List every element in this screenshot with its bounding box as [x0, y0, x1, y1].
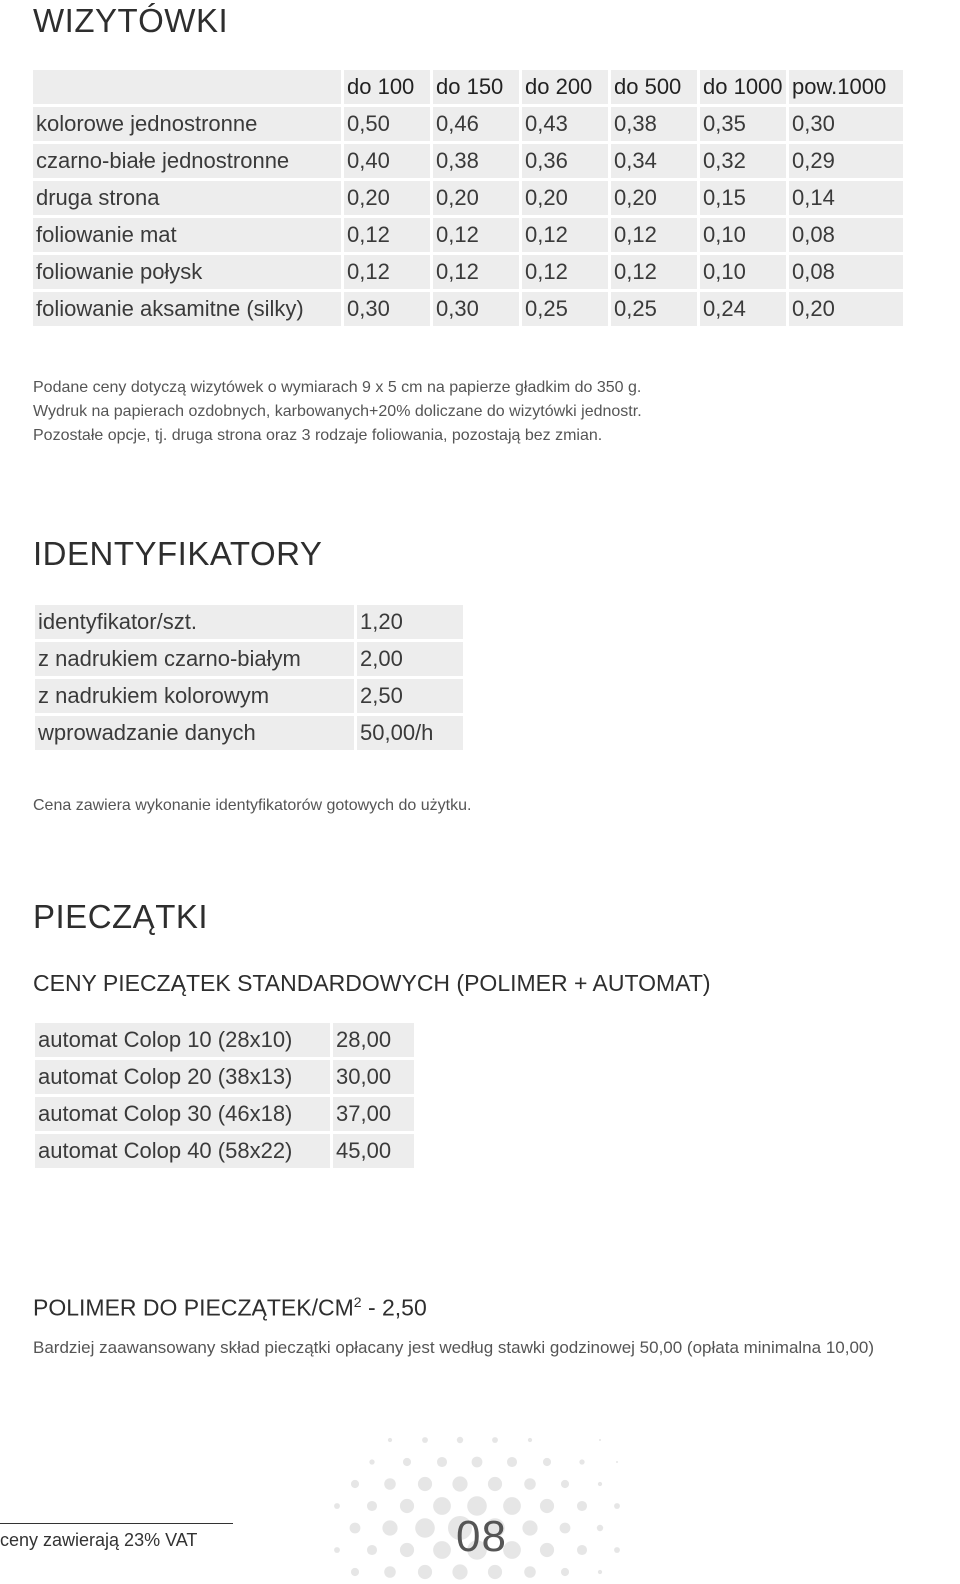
business-card-price-cell: 0,08	[789, 218, 903, 252]
decorative-dot	[524, 1478, 536, 1490]
decorative-dot	[543, 1458, 551, 1466]
badge-row	[35, 642, 463, 676]
decorative-dot	[433, 1497, 451, 1515]
business-card-price-cell: 0,10	[700, 218, 786, 252]
decorative-dot	[598, 1482, 602, 1486]
decorative-dot	[400, 1543, 414, 1557]
decorative-dot	[614, 1547, 620, 1553]
business-card-price-cell: 0,12	[611, 255, 697, 289]
decorative-dot	[616, 1461, 618, 1463]
decorative-dot	[367, 1545, 377, 1555]
business-card-price-cell: 0,20	[433, 181, 519, 215]
business-card-price-table	[30, 67, 906, 329]
business-card-price-cell: 0,12	[344, 255, 430, 289]
badge-row-label: identyfikator/szt.	[35, 605, 354, 639]
business-card-price-cell: 0,34	[611, 144, 697, 178]
section-title-identyfikatory: IDENTYFIKATORY	[33, 535, 323, 572]
business-card-price-cell: 0,20	[344, 181, 430, 215]
decorative-dot	[382, 1520, 397, 1535]
decorative-dot	[579, 1459, 584, 1464]
decorative-dot	[437, 1457, 447, 1467]
business-card-column-header: do 500	[611, 70, 697, 104]
decorative-dot	[598, 1570, 602, 1574]
decorative-dot	[577, 1501, 587, 1511]
decorative-dot	[384, 1566, 396, 1578]
stamp-row-label: automat Colop 30 (46x18)	[35, 1097, 330, 1131]
decorative-dot	[597, 1525, 603, 1531]
business-card-row	[33, 218, 903, 252]
decorative-dot	[507, 1457, 517, 1467]
decorative-dot	[367, 1501, 377, 1511]
stamp-row	[35, 1060, 414, 1094]
section-title-pieczatki: PIECZĄTKI	[33, 898, 209, 935]
business-card-price-cell: 0,24	[700, 292, 786, 326]
business-card-row	[33, 107, 903, 141]
business-card-price-cell: 0,12	[522, 255, 608, 289]
decorative-dot	[614, 1503, 620, 1509]
badge-price-cell: 2,00	[357, 642, 463, 676]
decorative-dot	[403, 1458, 411, 1466]
decorative-dot	[561, 1480, 569, 1488]
decorative-dot	[561, 1568, 569, 1576]
business-card-price-cell: 0,12	[611, 218, 697, 252]
business-card-price-cell: 0,20	[522, 181, 608, 215]
business-card-price-cell: 0,43	[522, 107, 608, 141]
decorative-dot	[492, 1437, 498, 1443]
badge-row-label: wprowadzanie danych	[35, 716, 354, 750]
badge-row	[35, 679, 463, 713]
business-card-price-cell: 0,10	[700, 255, 786, 289]
business-card-price-cell: 0,30	[344, 292, 430, 326]
decorative-dot	[388, 1438, 392, 1442]
decorative-dot	[457, 1437, 463, 1443]
stamp-row-label: automat Colop 10 (28x10)	[35, 1023, 330, 1057]
decorative-dot	[528, 1438, 532, 1442]
decorative-dot	[599, 1439, 601, 1441]
polymer-heading-superscript: 2	[353, 1294, 362, 1310]
decorative-dot	[488, 1477, 502, 1491]
badge-row-label: z nadrukiem czarno-białym	[35, 642, 354, 676]
business-card-note-3: Pozostałe opcje, tj. druga strona oraz 3 rodzaje foliowania, pozostają bez zmian.	[33, 427, 603, 444]
decorative-dot	[560, 1523, 571, 1534]
business-card-row-label: foliowanie mat	[33, 218, 341, 252]
polymer-note: Bardziej zaawansowany skład pieczątki opłacany jest według stawki godzinowej 50,00 (opłata minimalna 10,00)	[33, 1338, 875, 1357]
business-card-row-label: druga strona	[33, 181, 341, 215]
business-card-row-label: foliowanie połysk	[33, 255, 341, 289]
decorative-dot	[351, 1568, 359, 1576]
decorative-dot	[384, 1478, 396, 1490]
decorative-dot	[452, 1564, 467, 1579]
business-card-price-cell: 0,12	[433, 218, 519, 252]
stamp-row	[35, 1134, 414, 1168]
business-card-price-cell: 0,40	[344, 144, 430, 178]
business-card-note-1: Podane ceny dotyczą wizytówek o wymiarach 9 x 5 cm na papierze gładkim do 350 g.	[33, 379, 642, 396]
business-card-price-cell: 0,30	[789, 107, 903, 141]
business-card-price-cell: 0,14	[789, 181, 903, 215]
decorative-dot	[369, 1459, 374, 1464]
business-card-price-cell: 0,35	[700, 107, 786, 141]
business-card-price-cell: 0,20	[789, 292, 903, 326]
business-card-column-header: do 150	[433, 70, 519, 104]
decorative-dot	[540, 1543, 554, 1557]
decorative-dot	[334, 1503, 340, 1509]
stamp-price-cell: 37,00	[333, 1097, 414, 1131]
badge-price-cell: 2,50	[357, 679, 463, 713]
stamp-row	[35, 1097, 414, 1131]
decorative-dot	[422, 1437, 428, 1443]
decorative-dot	[334, 1547, 340, 1553]
polymer-heading-label: POLIMER DO PIECZĄTEK/CM	[33, 1294, 354, 1321]
decorative-dot	[351, 1480, 359, 1488]
business-card-price-cell: 0,12	[433, 255, 519, 289]
business-card-price-cell: 0,36	[522, 144, 608, 178]
stamp-price-cell: 28,00	[333, 1023, 414, 1057]
stamp-row	[35, 1023, 414, 1057]
badge-price-cell: 50,00/h	[357, 716, 463, 750]
business-card-price-cell: 0,46	[433, 107, 519, 141]
decorative-dot	[522, 1520, 537, 1535]
business-card-price-cell: 0,38	[611, 107, 697, 141]
business-card-price-cell: 0,50	[344, 107, 430, 141]
decorative-dot	[472, 1457, 483, 1468]
business-card-price-cell: 0,20	[611, 181, 697, 215]
business-card-row-label: foliowanie aksamitne (silky)	[33, 292, 341, 326]
business-card-header-row	[33, 70, 903, 104]
polymer-price-heading	[33, 1294, 427, 1322]
business-card-column-header: do 200	[522, 70, 608, 104]
vat-note: ceny zawierają 23% VAT	[0, 1530, 198, 1550]
business-card-price-cell: 0,38	[433, 144, 519, 178]
decorative-dot	[418, 1477, 432, 1491]
polymer-heading-price: - 2,50	[361, 1294, 427, 1321]
decorative-dot	[524, 1566, 536, 1578]
business-card-price-cell: 0,25	[611, 292, 697, 326]
business-card-row	[33, 292, 903, 326]
badge-row	[35, 716, 463, 750]
badge-row	[35, 605, 463, 639]
business-card-row	[33, 181, 903, 215]
footer-divider	[0, 1523, 233, 1524]
business-card-row	[33, 144, 903, 178]
decorative-dot	[452, 1476, 467, 1491]
business-card-price-cell: 0,15	[700, 181, 786, 215]
decorative-dot	[418, 1565, 432, 1579]
badge-note: Cena zawiera wykonanie identyfikatorów gotowych do użytku.	[33, 797, 472, 814]
section-title-wizytowki: WIZYTÓWKI	[33, 2, 229, 39]
stamp-row-label: automat Colop 20 (38x13)	[35, 1060, 330, 1094]
decorative-dot	[577, 1545, 587, 1555]
stamp-row-label: automat Colop 40 (58x22)	[35, 1134, 330, 1168]
business-card-price-cell: 0,08	[789, 255, 903, 289]
business-card-header-blank	[33, 70, 341, 104]
decorative-dot	[350, 1523, 361, 1534]
stamps-subtitle: CENY PIECZĄTEK STANDARDOWYCH (POLIMER + AUTOMAT)	[33, 970, 711, 996]
business-card-row-label: czarno-białe jednostronne	[33, 144, 341, 178]
stamp-price-cell: 45,00	[333, 1134, 414, 1168]
decorative-dot	[400, 1499, 414, 1513]
business-card-row-label: kolorowe jednostronne	[33, 107, 341, 141]
badge-price-cell: 1,20	[357, 605, 463, 639]
decorative-dot	[415, 1518, 435, 1538]
business-card-price-cell: 0,32	[700, 144, 786, 178]
business-card-price-cell: 0,12	[522, 218, 608, 252]
badge-row-label: z nadrukiem kolorowym	[35, 679, 354, 713]
business-card-column-header: do 100	[344, 70, 430, 104]
business-card-price-cell: 0,29	[789, 144, 903, 178]
decorative-dot	[488, 1565, 502, 1579]
badge-price-table	[32, 602, 466, 753]
business-card-column-header: do 1000	[700, 70, 786, 104]
business-card-note-2: Wydruk na papierach ozdobnych, karbowanych+20% doliczane do wizytówki jednostr.	[33, 403, 642, 420]
decorative-dot	[433, 1541, 451, 1559]
stamp-price-table	[32, 1020, 417, 1171]
business-card-price-cell: 0,12	[344, 218, 430, 252]
business-card-row	[33, 255, 903, 289]
decorative-dot	[540, 1499, 554, 1513]
business-card-column-header: pow.1000	[789, 70, 903, 104]
business-card-price-cell: 0,25	[522, 292, 608, 326]
page-number: 08	[456, 1512, 507, 1561]
business-card-price-cell: 0,30	[433, 292, 519, 326]
stamp-price-cell: 30,00	[333, 1060, 414, 1094]
